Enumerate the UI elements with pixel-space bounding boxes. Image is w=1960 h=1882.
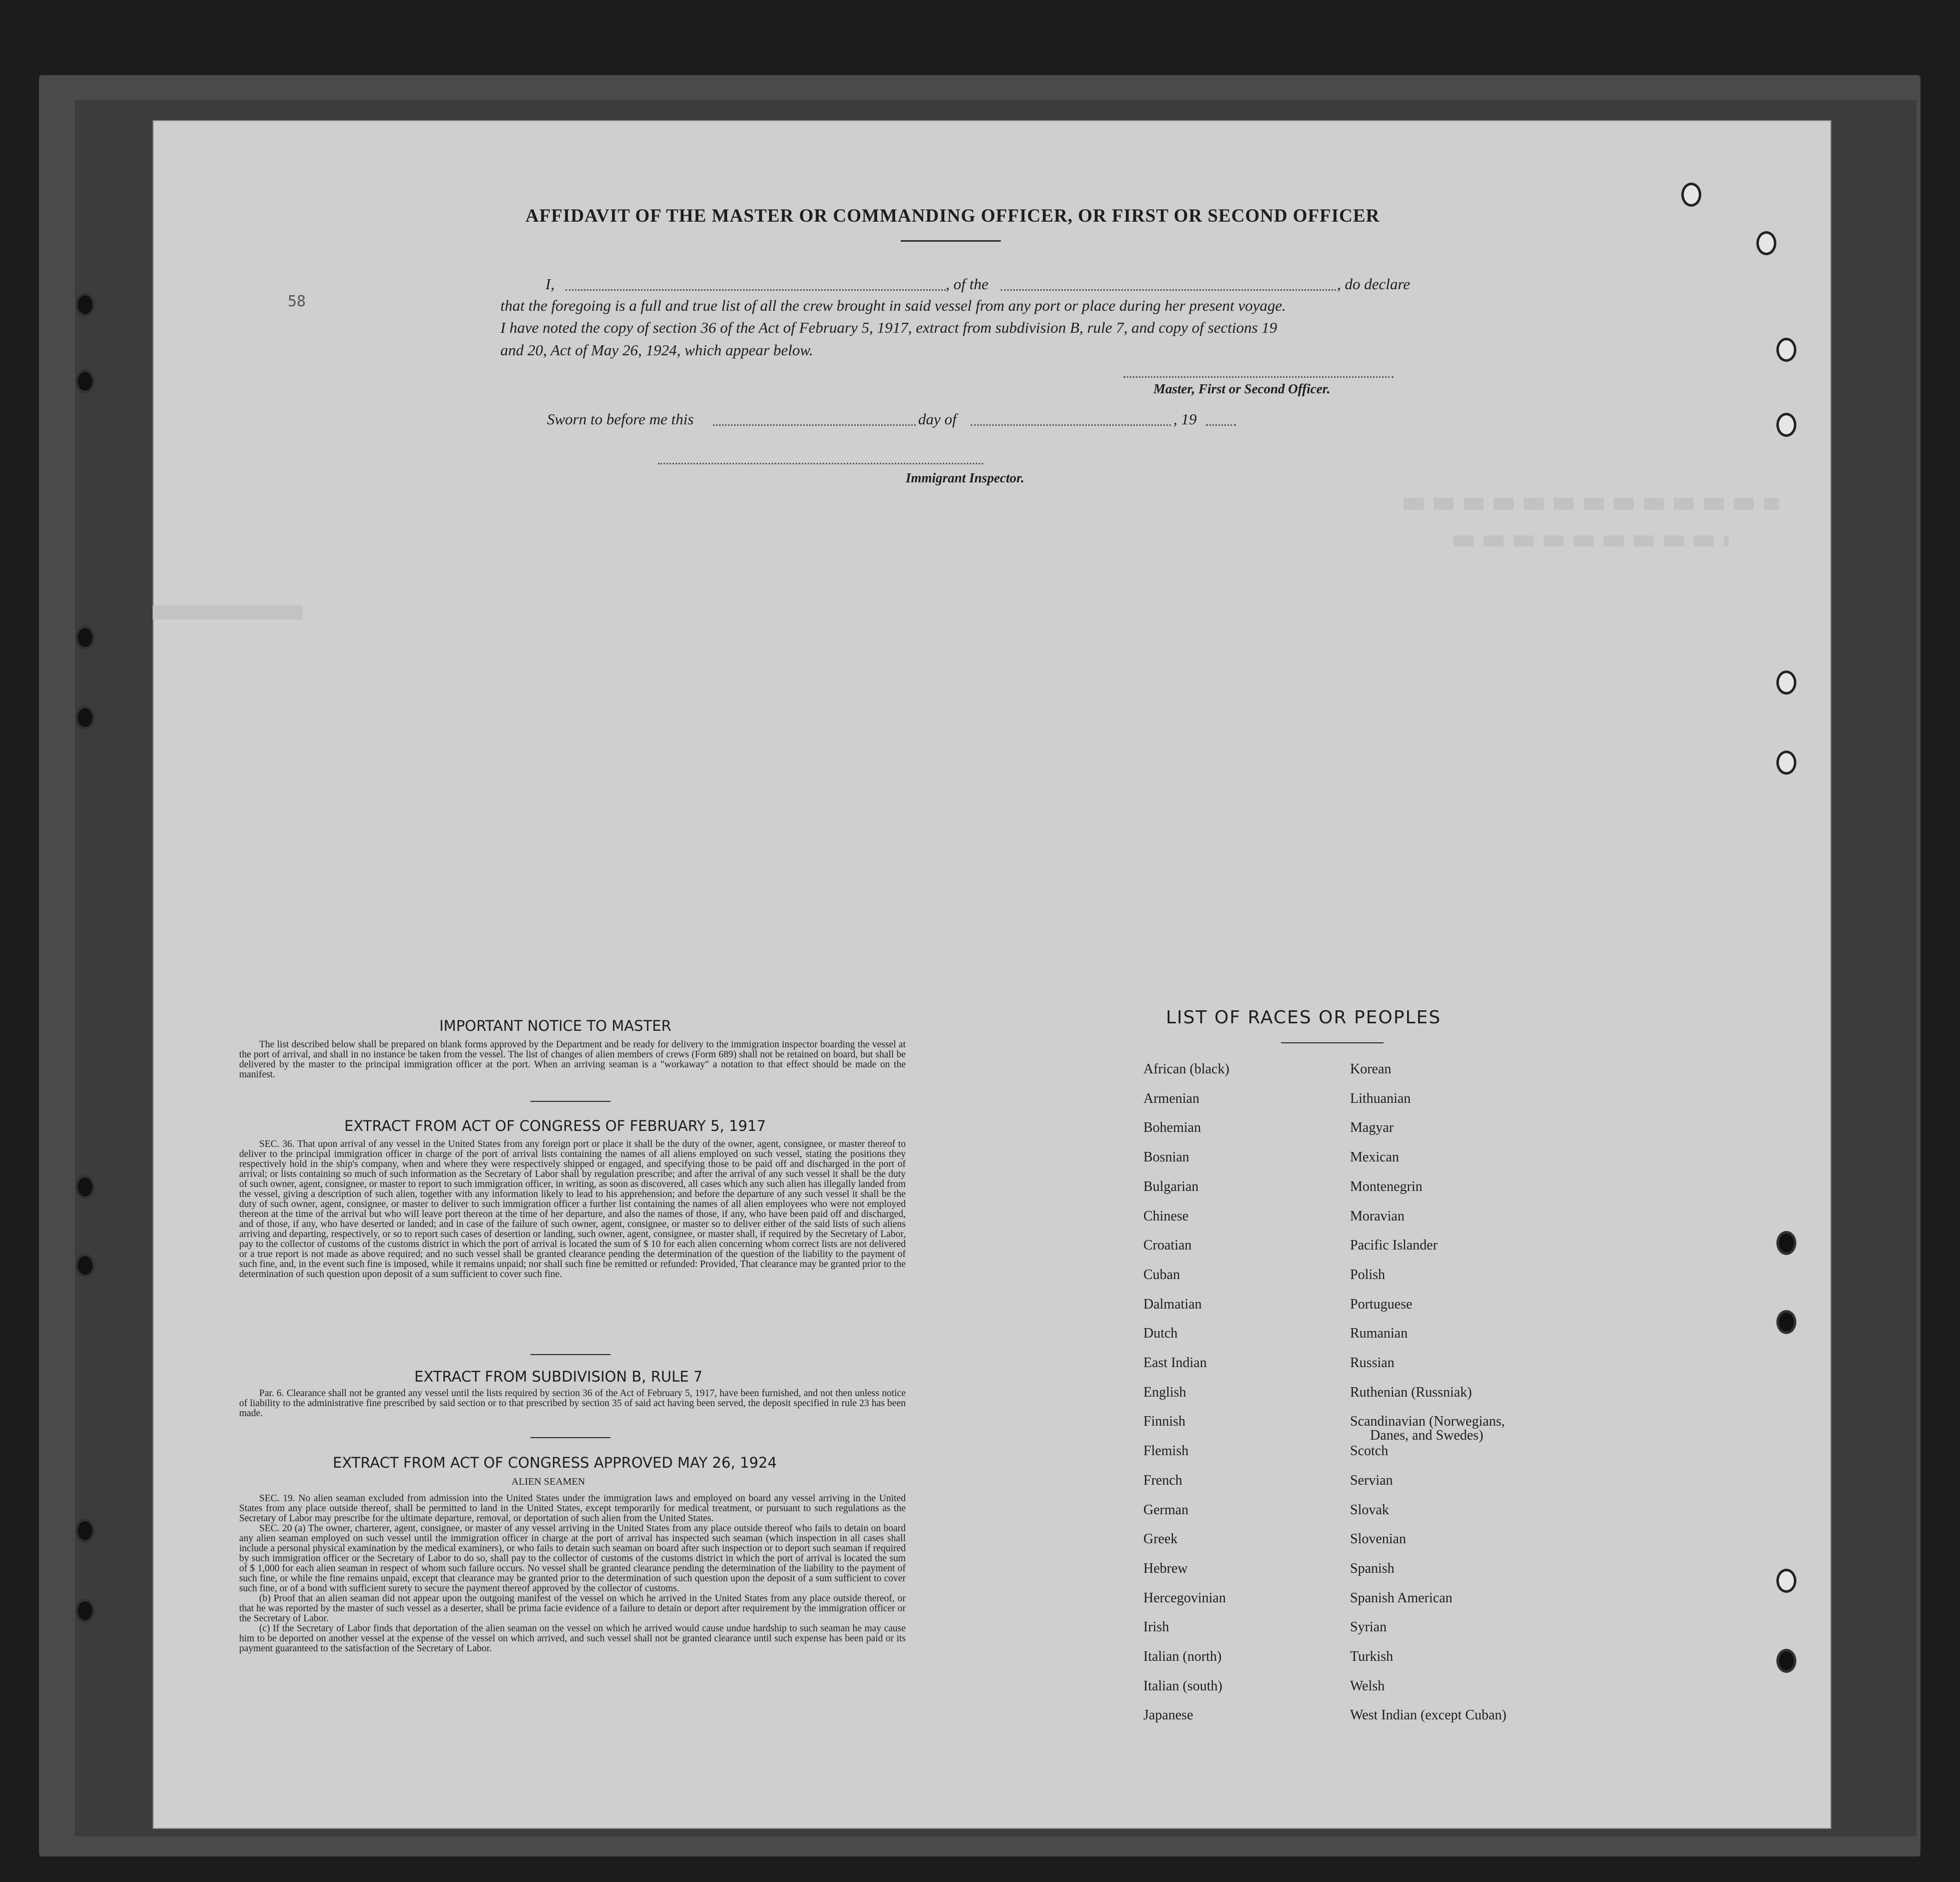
marginal-note: 58 — [288, 293, 306, 310]
race-item: Croatian — [1143, 1237, 1192, 1253]
race-item: Bulgarian — [1143, 1178, 1199, 1194]
notice-paragraph: The list described below shall be prepared on blank forms approved by the Department and be ready for delivery to the immigration inspector boarding the vessel at the port of arrival, and shall in no instance be taken from the vessel. The list of changes of alien members of crews (Form 689) shall not be retained on board, but shall be delivered by the master to the principal immigration officer at the port. When an arriving seaman is a "workaway" a notation to that effect should be made on the manifest. — [239, 1039, 906, 1080]
sworn-day-field[interactable] — [713, 424, 916, 426]
rule-7-title: EXTRACT FROM SUBDIVISION B, RULE 7 — [414, 1368, 703, 1385]
binder-hole — [75, 706, 95, 730]
race-item: Korean — [1350, 1061, 1392, 1077]
race-item: Flemish — [1143, 1443, 1189, 1459]
race-item: Montenegrin — [1350, 1178, 1423, 1194]
page-hole — [1776, 1310, 1796, 1334]
page-hole — [1756, 231, 1776, 255]
race-item: English — [1143, 1384, 1186, 1400]
year-label: , 19 — [1173, 410, 1197, 428]
race-item: Pacific Islander — [1350, 1237, 1438, 1253]
race-item: Spanish — [1350, 1560, 1395, 1576]
race-item: Scotch — [1350, 1443, 1389, 1459]
page-hole — [1776, 1569, 1796, 1593]
master-signature-label: Master, First or Second Officer. — [1153, 381, 1331, 396]
race-item: Magyar — [1350, 1120, 1394, 1136]
races-list-title: LIST OF RACES OR PEOPLES — [1166, 1007, 1442, 1028]
page-hole — [1776, 1231, 1796, 1255]
race-item: Chinese — [1143, 1208, 1189, 1224]
affidavit-line-4: and 20, Act of May 26, 1924, which appear below. — [500, 341, 813, 359]
extract-1924-text — [239, 1494, 906, 1654]
race-item: Slovak — [1350, 1502, 1389, 1518]
race-item: Bohemian — [1143, 1120, 1201, 1136]
page-hole — [1776, 671, 1796, 695]
race-item: Syrian — [1350, 1619, 1387, 1635]
race-item: Cuban — [1143, 1267, 1180, 1283]
race-item: Spanish American — [1350, 1590, 1453, 1606]
page-hole — [1776, 338, 1796, 362]
affidavit-title: AFFIDAVIT OF THE MASTER OR COMMANDING OFFICER, OR FIRST OR SECOND OFFICER — [525, 206, 1380, 226]
page-hole — [1776, 751, 1796, 775]
race-item: Danes, and Swedes) — [1370, 1428, 1484, 1444]
extract-1917-title: EXTRACT FROM ACT OF CONGRESS OF FEBRUARY 5, 1917 — [344, 1117, 766, 1134]
race-item: Armenian — [1143, 1090, 1199, 1106]
rule-7-text — [239, 1389, 906, 1419]
race-item: Dalmatian — [1143, 1296, 1202, 1312]
sworn-year-field[interactable] — [1206, 424, 1236, 426]
sec-20b-paragraph: (b) Proof that an alien seaman did not appear upon the outgoing manifest of the vessel on which he arrived in the United States from any place outside thereof, or that he was reported by the master of such vessel as a deserter, shall be prima facie evidence of a failure to detain or deport after requirement by the immigration officer or the Secretary of Labor. — [239, 1593, 906, 1624]
bleed-through-text — [1404, 498, 1779, 510]
alien-seamen-subtitle: ALIEN SEAMEN — [511, 1476, 585, 1487]
page-hole — [1776, 413, 1796, 437]
race-item: Moravian — [1350, 1208, 1405, 1224]
race-item: Turkish — [1350, 1649, 1394, 1664]
race-item: Bosnian — [1143, 1149, 1189, 1165]
race-item: Slovenian — [1350, 1531, 1406, 1547]
affidavit-line-2: that the foregoing is a full and true list of all the crew brought in said vessel from any port or place during her present voyage. — [500, 297, 1286, 314]
sworn-month-field[interactable] — [971, 424, 1171, 426]
sec-20c-paragraph: (c) If the Secretary of Labor finds that deportation of the alien seaman on the vessel on which he arrived would cause undue hardship to such seaman he may cause him to be deported on another vessel at the expense of the vessel on which arrived, and such vessel shall not be granted clearance until such expense has been paid or its payment guaranteed to the satisfaction of the Secretary of Labor. — [239, 1623, 906, 1654]
binder-hole — [75, 1253, 95, 1278]
of-the-label: , of the — [946, 275, 989, 293]
master-signature-field[interactable] — [1123, 376, 1394, 378]
page-hole — [1776, 1649, 1796, 1673]
do-declare-label: , do declare — [1337, 275, 1411, 293]
extract-1924-title: EXTRACT FROM ACT OF CONGRESS APPROVED MAY 26, 1924 — [333, 1454, 777, 1471]
binder-hole — [75, 625, 95, 650]
race-item: French — [1143, 1472, 1182, 1488]
race-item: Mexican — [1350, 1149, 1399, 1165]
page-hole — [1681, 183, 1701, 207]
bleed-through-text — [1454, 535, 1729, 546]
race-item: African (black) — [1143, 1061, 1229, 1077]
affidavit-line-3: I have noted the copy of section 36 of the Act of February 5, 1917, extract from subdivision B, rule 7, and copy of sections 19 — [500, 319, 1277, 336]
race-item: Portuguese — [1350, 1296, 1413, 1312]
races-title-rule — [1281, 1042, 1384, 1043]
race-item: Scandinavian (Norwegians, — [1350, 1414, 1505, 1430]
section-divider — [530, 1101, 610, 1102]
race-item: Servian — [1350, 1472, 1393, 1488]
race-item: German — [1143, 1502, 1189, 1518]
race-item: Welsh — [1350, 1678, 1385, 1694]
name-field[interactable] — [565, 289, 946, 291]
sec-20a-paragraph: SEC. 20 (a) The owner, charterer, agent, consignee, or master of any vessel arriving in the United States from any place outside thereof who fails to detain on board any alien seaman employed on such vessel until the immigration officer in charge at the port of arrival has inspected such seaman (which inspection in all cases shall include a personal physical examination by the medical examiners), or who fails to detain such seaman on board after such inspection or to deport such seaman if required by such immigration officer or the Secretary of Labor to do so, shall pay to the collector of customs of the customs district in which the port of arrival is located the sum of $ 1,000 for each alien seaman in respect of whom such failure occurs. No vessel shall be granted clearance pending the determination of the liability to the payment of such fine, or while the fine remains unpaid, except that clearance may be granted prior to the determination of such question upon the deposit of a sum sufficient to cover such fine, or of a bond with sufficient surety to secure the payment thereof approved by the collector of customs. — [239, 1523, 906, 1594]
bleed-through-text — [153, 605, 303, 619]
race-item: Japanese — [1143, 1707, 1193, 1723]
race-item: Rumanian — [1350, 1326, 1408, 1342]
section-divider — [530, 1354, 610, 1355]
affidavit-i-label: I, — [545, 275, 555, 293]
race-item: Ruthenian (Russniak) — [1350, 1384, 1472, 1400]
binder-hole — [75, 1175, 95, 1199]
binder-hole — [75, 293, 95, 317]
race-item: Italian (south) — [1143, 1678, 1222, 1694]
vessel-field[interactable] — [1001, 289, 1336, 291]
binder-hole — [75, 369, 95, 393]
sworn-label: Sworn to before me this — [547, 410, 694, 428]
title-rule — [901, 240, 1001, 242]
extract-1917-text — [239, 1139, 906, 1280]
notice-title: IMPORTANT NOTICE TO MASTER — [439, 1017, 672, 1034]
race-item: Irish — [1143, 1619, 1169, 1635]
race-item: Russian — [1350, 1355, 1395, 1371]
section-divider — [530, 1437, 610, 1438]
race-item: Hebrew — [1143, 1560, 1188, 1576]
inspector-label: Immigrant Inspector. — [906, 470, 1025, 485]
binder-hole — [75, 1519, 95, 1543]
race-item: Finnish — [1143, 1414, 1186, 1430]
race-item: East Indian — [1143, 1355, 1207, 1371]
inspector-signature-field[interactable] — [658, 463, 983, 464]
day-of-label: day of — [918, 410, 957, 428]
notice-text — [239, 1040, 906, 1080]
sec-19-paragraph: SEC. 19. No alien seaman excluded from admission into the United States under the immigration laws and employed on board any vessel arriving in the United States from any place outside thereof, shall be permitted to land in the United States, except temporarily for medical treatment, or pursuant to such regulations as the Secretary of Labor may prescribe for the ultimate departure, removal, or deportation of such alien from the United States. — [239, 1493, 906, 1524]
par-6-paragraph: Par. 6. Clearance shall not be granted any vessel until the lists required by section 36 of the Act of February 5, 1917, have been furnished, and not then unless notice of liability to the administrative fine prescribed by said section or to that prescribed by section 35 of said act having been served, the deposit specified in rule 23 has been made. — [239, 1388, 906, 1419]
race-item: West Indian (except Cuban) — [1350, 1707, 1507, 1723]
race-item: Hercegovinian — [1143, 1590, 1226, 1606]
sec-36-paragraph: SEC. 36. That upon arrival of any vessel in the United States from any foreign port or place it shall be the duty of the owner, agent, consignee, or master thereof to deliver to the principal immigration officer in charge of the port of arrival lists containing the names of all aliens employed on such vessel, stating the positions they respectively hold in the ship's company, when and where they were respectively shipped or engaged, and specifying those to be paid off and discharged in the port of arrival; or lists containing so much of such information as the Secretary of Labor shall by regulation prescribe; and after the arrival of any such vessel it shall be the duty of such owner, agent, consignee, or master to report to such immigration officer, in writing, as soon as discovered, all cases which any such alien has illegally landed from the vessel, giving a description of such alien, together with any information likely to lead to his apprehension; and before the departure of any such vessel it shall be the duty of such owner, agent, consignee, or master to deliver to such immigration officer a further list containing the names of all alien employees who were not employed thereon at the time of the arrival but who will leave port thereon at the time of her departure, and also the names of those, if any, who have been paid off and discharged, and of those, if any, who have deserted or landed; and in case of the failure of such owner, agent, consignee, or master so to deliver either of the said lists of such aliens arriving and departing, respectively, or so to report such cases of desertion or landing, such owner, agent, consignee, or master shall, if required by the Secretary of Labor, pay to the collector of customs of the customs district in which the port of arrival is located the sum of $ 10 for each alien concerning whom correct lists are not delivered or a true report is not made as above required; and no such vessel shall be granted clearance pending the determination of the question of the liability to the payment of such fine, and, in the event such fine is imposed, while it remains unpaid; nor shall such fine be remitted or refunded: Provided, That clearance may be granted prior to the determination of such question upon deposit of a sum sufficient to cover such fine. — [239, 1139, 906, 1280]
race-item: Greek — [1143, 1531, 1178, 1547]
binder-hole — [75, 1599, 95, 1623]
race-item: Polish — [1350, 1267, 1386, 1283]
race-item: Italian (north) — [1143, 1649, 1222, 1664]
race-item: Dutch — [1143, 1326, 1178, 1342]
race-item: Lithuanian — [1350, 1090, 1411, 1106]
